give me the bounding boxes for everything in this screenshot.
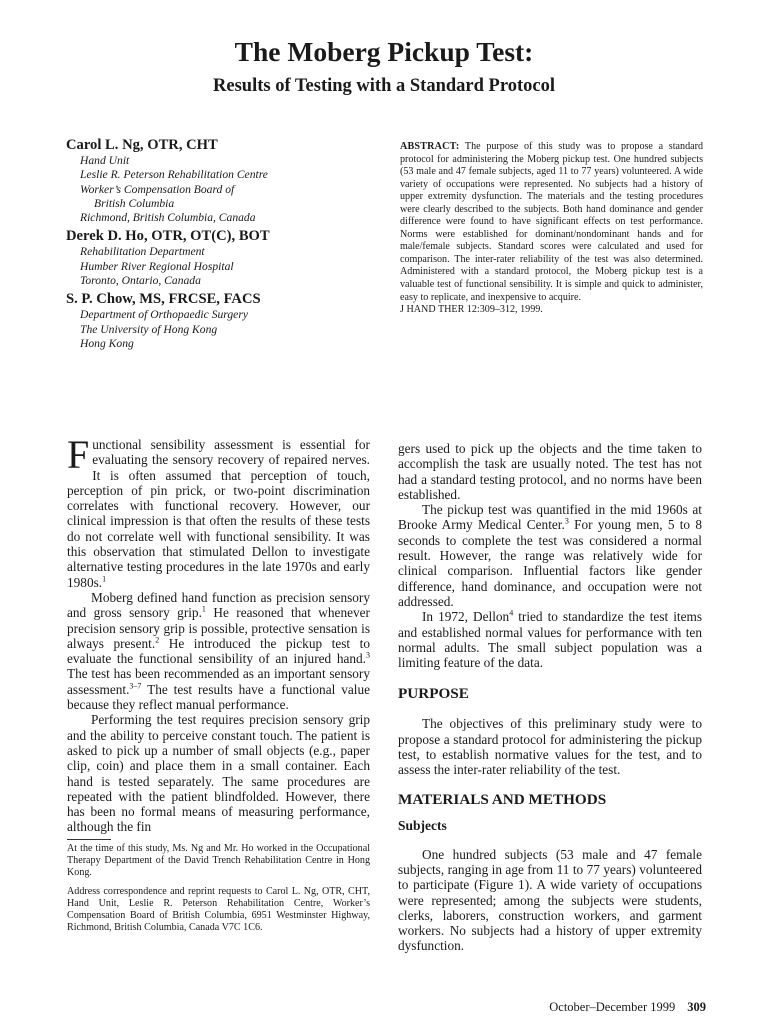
citation: 1: [102, 574, 107, 584]
author-affiliation: Hong Kong: [80, 336, 134, 350]
body-column-left: [67, 432, 370, 835]
footnote-correspondence: Address correspondence and reprint requests to Carol L. Ng, OTR, CHT, Hand Unit, Leslie R. Peterson Rehabilitation Centre, Worker’s Compensation Board of British Columbia, 6951 Westminster Highway, Richmond, British Columbia, Canada V7C 1C6.: [67, 885, 370, 934]
author-name: Derek D. Ho, OTR, OT(C), BOT: [66, 228, 270, 245]
subjects-paragraph: One hundred subjects (53 male and 47 female subjects, ranging in age from 11 to 77 years) volunteered to participate (Figure 1). A wide variety of occupations were represented; among the subjects were students, clerks, laborers, construction workers, and garment workers. No subjects had a history of upper extremity dysfunction.: [398, 846, 702, 954]
footnote-divider: [67, 839, 111, 840]
author-affiliation: Rehabilitation Department: [80, 245, 205, 259]
author-affiliation: Richmond, British Columbia, Canada: [80, 211, 256, 225]
author-affiliation: Toronto, Ontario, Canada: [80, 274, 201, 288]
author-affiliation: Humber River Regional Hospital: [80, 259, 234, 273]
citation: 3: [366, 650, 370, 660]
author-affiliation: Worker’s Compensation Board of: [80, 182, 235, 196]
author-affiliation: Hand Unit: [80, 154, 130, 167]
continued-paragraph: gers used to pick up the objects and the time taken to accomplish the task are usually noted. The test has not had a standard testing protocol, and no norms have been established.: [398, 441, 702, 502]
citation: 4: [509, 608, 514, 618]
author-ng: [66, 136, 386, 225]
abstract: [400, 141, 703, 317]
page-number: 309: [687, 1000, 706, 1014]
quantified-paragraph: The pickup test was quantified in the mid 1960s at Brooke Army Medical Center.$^3$ For young men, 5 to 8 seconds to complete the test was considered a normal result. However, the range was relatively wide for clinical comparison. Influential factors like gender difference, hand dominance, and occupation were not addressed.: [398, 502, 702, 609]
author-affiliation: The University of Hong Kong: [80, 322, 218, 336]
dellon-paragraph: In 1972, Dellon$^4$ tried to standardize the test items and established normal values for performance with ten normal adults. The small subject population was a limiting feature of the data.: [398, 608, 702, 671]
abstract-text: The purpose of this study was to propose a standard protocol for administering the Moberg pickup test. One hundred subjects (53 male and 47 female subjects, aged 11 to 77 years) volunteered. A wide variety of occupations were represented. No subjects had a history of upper extremity dysfunction. The materials and the testing procedures were clearly described to the subjects. Both hand dominance and gender difference were found to have significant effects on test performance. Norms were established for dominant/nondominant hands and for male/female subjects. Standard scores were calculated and used for comparison. The inter-rater reliability of the test was also determined. Administered with a standard protocol, the Moberg pickup test is a valuable test of functional sensibility. It is simple and quick to administer, easy to replicate, and inexpensive to acquire.: [400, 141, 704, 303]
issue-date: October–December 1999: [549, 1000, 676, 1014]
paper-title: The Moberg Pickup Test:: [234, 36, 534, 67]
footnotes: [67, 843, 370, 940]
subjects-heading: Subjects: [398, 817, 447, 833]
moberg-paragraph: Moberg defined hand function as precision sensory and gross sensory grip.$^1$ He reasoned that whenever precision sensory grip is possible, protective sensation is always present.$^2$ He introduced the pickup test to evaluate the functional sensibility of an injured hand.$^3$ The test has been recommended as an important sensory assessment.$^{3-7}$ The test results have a functional value because they reflect manual performance.: [67, 589, 370, 713]
procedure-paragraph: Performing the test requires precision sensory grip and the ability to perceive constant touch. The patient is asked to pick up a number of small objects (e.g., paper clip, coin) and place them in a small container. Each hand is tested separately. The same procedures are repeated with the patient blindfolded. However, there has been no formal means of measuring performance, although the fin: [67, 712, 370, 835]
citation: 2: [155, 635, 160, 645]
drop-cap: F: [67, 432, 90, 477]
author-chow: [66, 290, 386, 351]
author-affiliation: British Columbia: [94, 196, 175, 210]
purpose-paragraph: The objectives of this preliminary study were to propose a standard protocol for administering the pickup test, to establish normative values for the test, and to assess the inter-rater reliability of the test.: [398, 716, 702, 778]
paper-subtitle: Results of Testing with a Standard Protocol: [213, 76, 555, 96]
author-name: S. P. Chow, MS, FRCSE, FACS: [66, 291, 261, 308]
author-affiliation: Leslie R. Peterson Rehabilitation Centre: [80, 168, 268, 182]
author-affiliation: Department of Orthopaedic Surgery: [80, 308, 248, 322]
citation: 3: [564, 517, 569, 527]
author-name: Carol L. Ng, OTR, CHT: [66, 137, 218, 153]
body-column-right: [398, 441, 702, 954]
abstract-label: ABSTRACT:: [400, 141, 460, 152]
methods-heading: MATERIALS AND METHODS: [398, 790, 607, 808]
citation: 1: [201, 604, 206, 614]
page-footer: [510, 1000, 706, 1015]
journal-reference: J HAND THER 12:309–312, 1999.: [400, 304, 543, 316]
author-block: [66, 136, 386, 353]
citation: 3–7: [129, 681, 142, 691]
footnote-affiliation-note: At the time of this study, Ms. Ng and Mr. Ho worked in the Occupational Therapy Department of the David Trench Rehabilitation Centre in Hong Kong.: [67, 843, 370, 879]
purpose-heading: PURPOSE: [398, 685, 469, 703]
intro-paragraph: Functional sensibility assessment is essential for evaluating the sensory recovery of repaired nerves. It is often assumed that perception of touch, perception of pin prick, or two-point discrimination correlates with functional recovery. However, our clinical impression is that often the results of these tests do not correlate well with functional sensibility. It was this observation that stimulated Dellon to investigate alternative testing procedures in the late 1970s and early 1980s.$^1$: [67, 432, 370, 590]
author-ho: [66, 227, 386, 288]
